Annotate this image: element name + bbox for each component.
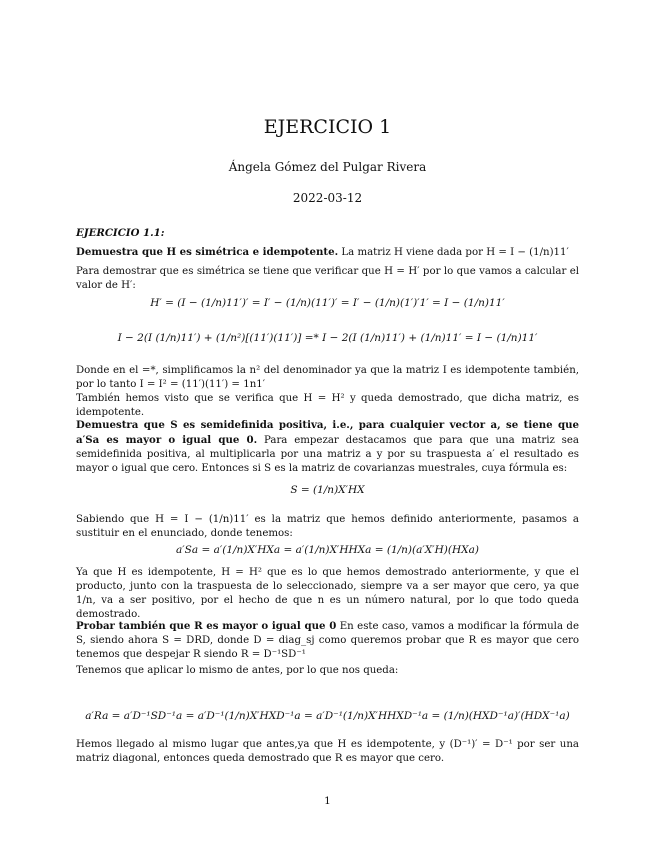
document-author: Ángela Gómez del Pulgar Rivera <box>228 160 427 174</box>
paragraph-apply-same: Tenemos que aplicar lo mismo de antes, por lo que nos queda: <box>76 665 399 676</box>
section-heading: EJERCICIO 1.1: <box>76 227 165 239</box>
equation-5: a′Ra = a′D⁻¹SD⁻¹a = a′D⁻¹(1/n)X′HXD⁻¹a = a′D⁻¹(1/n)X′HHXD⁻¹a = (1/n)(HXD⁻¹a)′(HDX⁻¹a) <box>85 710 570 722</box>
paragraph-idempotent: También hemos visto que se verifica que H = H² y queda demostrado, que dicha matriz, es idempotente. <box>76 393 579 418</box>
equation-1: H′ = (I − (1/n)11′)′ = I′ − (1/n)(11′)′ = I′ − (1/n)(1′)′1′ = I − (1/n)11′ <box>150 297 505 309</box>
paragraph-substitution: Sabiendo que H = I − (1/n)11′ es la matriz que hemos definido anteriormente, pasamos a sustituir en el enunciado, donde tenemos: <box>76 514 579 539</box>
document-title: EJERCICIO 1 <box>263 116 392 138</box>
paragraph-h-symmetric <box>76 245 579 260</box>
paragraph-symmetry-intro: Para demostrar que es simétrica se tiene que verificar que H = H′ por lo que vamos a calcular el valor de H′: <box>76 266 579 291</box>
page-number: 1 <box>324 795 331 807</box>
paragraph-text: En este caso, vamos a modificar la fórmula de S, siendo ahora S = DRD, donde D = diag_sj como queremos probar que R es mayor que cero tenemos que despejar R siendo R = D⁻¹SD⁻¹ <box>76 621 579 660</box>
paragraph-text: La matriz H viene dada por H = I − (1/n)11′ <box>341 247 569 258</box>
paragraph-conclusion-r: Hemos llegado al mismo lugar que antes,ya que H es idempotente, y (D⁻¹)′ = D⁻¹ por ser una matriz diagonal, entonces queda demostrado que R es mayor que cero. <box>76 739 579 764</box>
paragraph-bold-lead: Demuestra que S es semidefinida positiva, i.e., para cualquier vector a, se tiene que a′Sa es mayor o igual que 0. <box>76 419 579 446</box>
paragraph-simplification: Donde en el =*, simplificamos la n² del denominador ya que la matriz I es idempotente también, por lo tanto I = I² = (11′)(11′) = 1n1′ <box>76 365 579 390</box>
document-date: 2022-03-12 <box>292 191 363 205</box>
paragraph-bold-lead: Probar también que R es mayor o igual que 0 <box>76 620 337 632</box>
paragraph-text: Para empezar destacamos que para que una matriz sea semidefinida positiva, al multiplicarla por una matriz a y por su traspuesta a′ el resultado es mayor o igual que cero. Entonces si S es la matriz de covarianzas muestrales, cuya fórmula es: <box>76 435 579 474</box>
equation-4: a′Sa = a′(1/n)X′HXa = a′(1/n)X′HHXa = (1/n)(a′X′H)(HXa) <box>176 544 479 556</box>
paragraph-conclusion-s: Ya que H es idempotente, H = H² que es lo que hemos demostrado anteriormente, y que el producto, junto con la traspuesta de lo seleccionado, siempre va a ser mayor que cero, ya que 1/n, va a ser positivo, por el hecho de que n es un número natural, por lo que todo queda demostrado. <box>76 567 579 620</box>
equation-2: I − 2(I (1/n)11′) + (1/n²)[(11′)(11′)] =* I − 2(I (1/n)11′) + (1/n)11′ = I − (1/n)11′ <box>117 332 538 344</box>
equation-3: S = (1/n)X′HX <box>290 484 365 496</box>
paragraph-bold-lead: Demuestra que H es simétrica e idempotente. <box>76 246 339 258</box>
paragraph-semidefinite <box>76 418 579 476</box>
paragraph-r-positive <box>76 619 579 662</box>
